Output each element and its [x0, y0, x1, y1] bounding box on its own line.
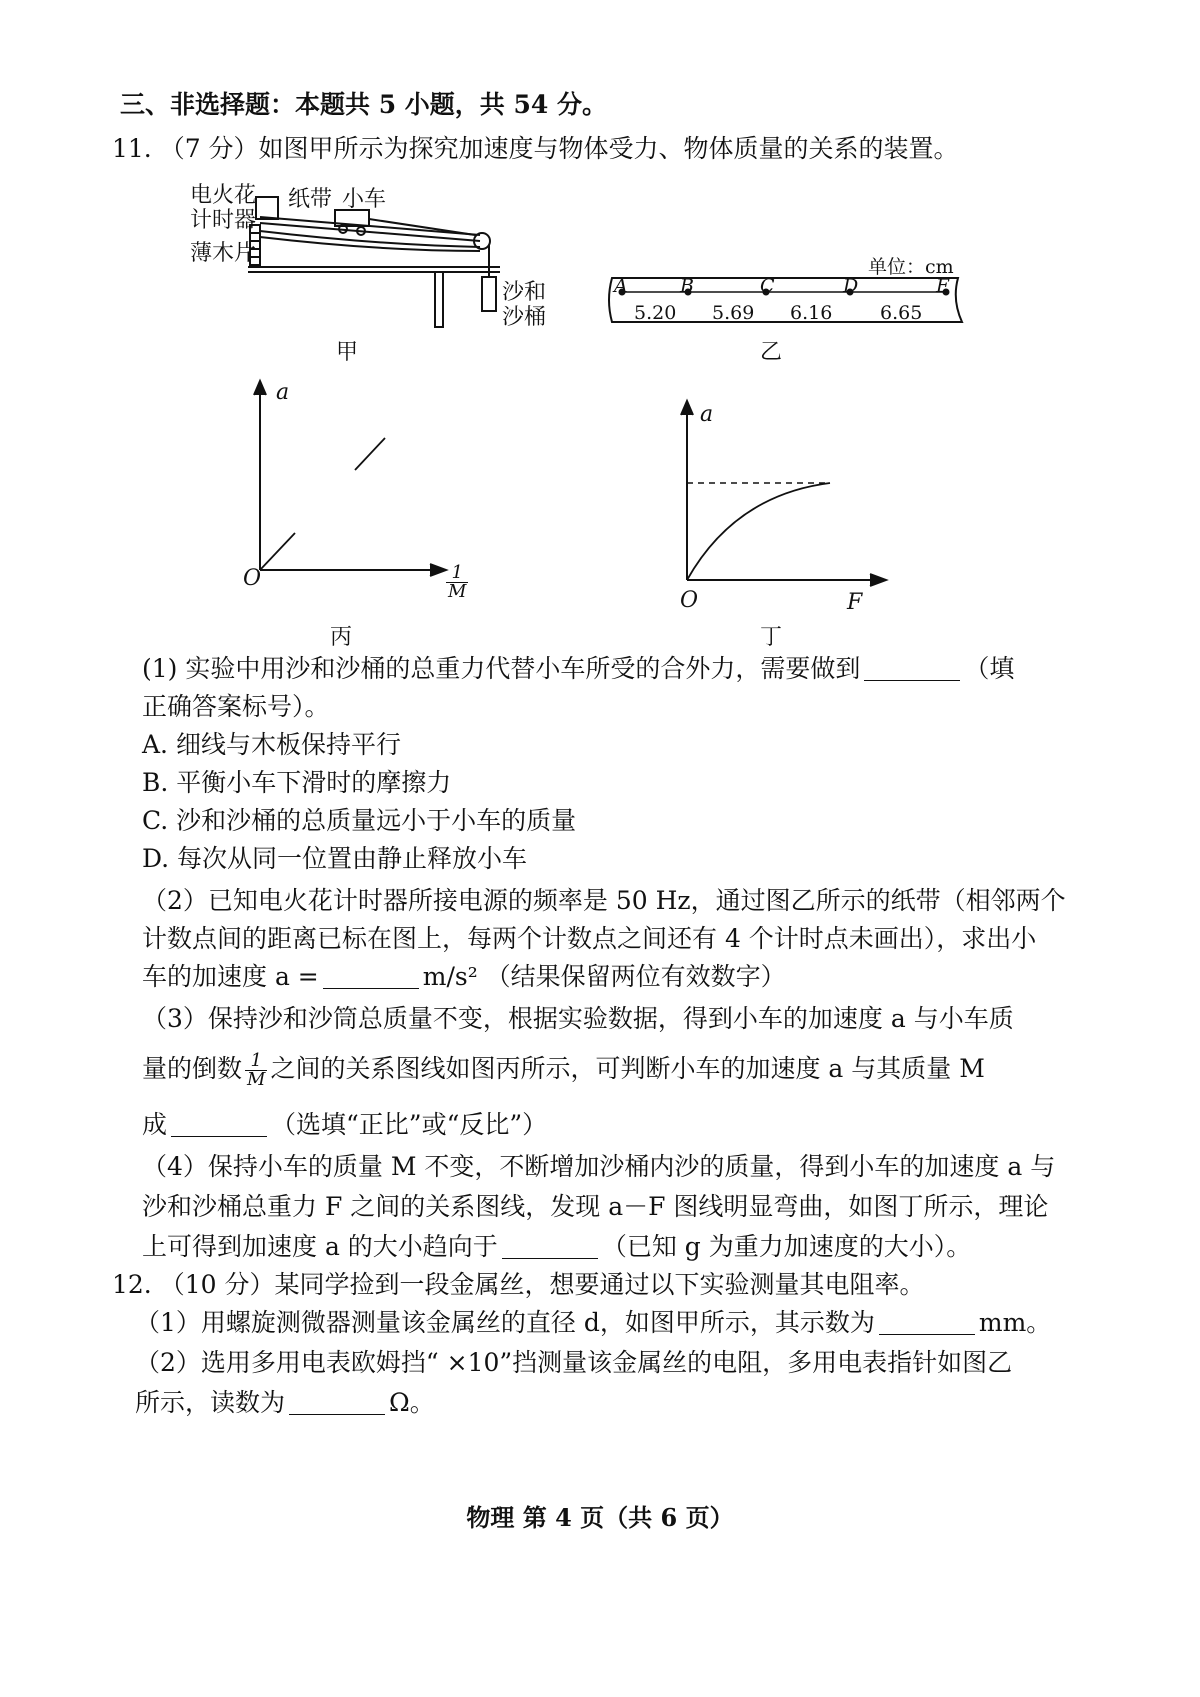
q11-p3-tail: （选填“正比”或“反比”） — [271, 1110, 548, 1139]
q11-p4-line3 — [142, 1230, 971, 1264]
q11-p2-blank — [323, 962, 419, 989]
q11-p4-blank — [502, 1232, 598, 1259]
q12-p1-text: （1）用螺旋测微器测量该金属丝的直径 d，如图甲所示，其示数为 — [135, 1308, 875, 1337]
q12-p2-tail: Ω。 — [389, 1388, 435, 1417]
distance-CD: 6.16 — [790, 302, 833, 324]
point-C: C — [760, 275, 775, 297]
q12-p2-line1: （2）选用多用电表欧姆挡“ ×10”挡测量该金属丝的电阻，多用电表指针如图乙 — [135, 1348, 1013, 1377]
q12-stem: 12. （10 分）某同学捡到一段金属丝，想要通过以下实验测量其电阻率。 — [112, 1270, 925, 1299]
q11-p4-text: 上可得到加速度 a 的大小趋向于 — [142, 1232, 498, 1261]
q11-p3-text-b: 之间的关系图线如图丙所示，可判断小车的加速度 a 与其质量 M — [270, 1054, 985, 1083]
label-timer-2: 计时器 — [190, 208, 257, 233]
q11-p3-line1: （3）保持沙和沙筒总质量不变，根据实验数据，得到小车的加速度 a 与小车质 — [142, 1004, 1014, 1033]
distance-BC: 5.69 — [712, 302, 755, 324]
q12-p2-blank — [289, 1388, 385, 1415]
caption-ding: 丁 — [760, 625, 783, 650]
bing-x-num: 1 — [446, 564, 468, 583]
ding-origin: O — [680, 588, 699, 613]
caption-yi: 乙 — [760, 340, 783, 365]
q11-p1-tail: （填 — [964, 654, 1015, 683]
q11-p3-fraction — [245, 1052, 267, 1089]
caption-jia: 甲 — [336, 340, 359, 365]
q11-p3-text-c: 成 — [142, 1110, 168, 1139]
q11-p2-text: 车的加速度 a = — [142, 962, 319, 991]
bing-y-label: a — [276, 380, 290, 405]
q11-p1-line1 — [142, 652, 1014, 686]
label-bucket-1: 沙和 — [502, 280, 547, 305]
label-cart: 小车 — [342, 187, 387, 212]
figure-bing-graph — [240, 375, 460, 585]
q11-p2-line1: （2）已知电火花计时器所接电源的频率是 50 Hz，通过图乙所示的纸带（相邻两个 — [142, 886, 1066, 915]
distance-DE: 6.65 — [880, 302, 923, 324]
q11-p4-tail: （已知 g 为重力加速度的大小）。 — [601, 1232, 972, 1261]
q11-option-d: D. 每次从同一位置由静止释放小车 — [142, 844, 528, 873]
point-D: D — [843, 275, 859, 297]
page-footer: 物理 第 4 页（共 6 页） — [466, 1503, 734, 1532]
q11-p3-line2 — [142, 1052, 985, 1089]
point-E: E — [936, 275, 950, 297]
q12-p1-tail: mm。 — [978, 1308, 1052, 1337]
q12-p2-line2 — [135, 1386, 435, 1420]
distance-AB: 5.20 — [634, 302, 677, 324]
bing-x-den: M — [448, 581, 467, 602]
q12-p2-text: 所示，读数为 — [135, 1388, 286, 1417]
bing-x-label — [446, 564, 468, 601]
q11-p2-line2: 计数点间的距离已标在图上，每两个计数点之间还有 4 个计时点未画出），求出小 — [142, 924, 1037, 953]
q11-stem: 11. （7 分）如图甲所示为探究加速度与物体受力、物体质量的关系的装置。 — [112, 134, 959, 163]
q12-p1-blank — [879, 1308, 975, 1335]
bing-origin: O — [243, 566, 262, 591]
q11-p3-frac-num: 1 — [245, 1052, 267, 1071]
q11-p2-tail: m/s² （结果保留两位有效数字） — [422, 962, 786, 991]
q11-option-a: A. 细线与木板保持平行 — [142, 730, 401, 759]
q11-p3-text-a: 量的倒数 — [142, 1054, 243, 1083]
q11-p3-blank — [171, 1110, 267, 1137]
label-bucket-2: 沙桶 — [502, 305, 547, 330]
q11-p3-frac-den: M — [247, 1069, 266, 1090]
q11-p4-line2: 沙和沙桶总重力 F 之间的关系图线，发现 a－F 图线明显弯曲，如图丁所示，理论 — [142, 1192, 1049, 1221]
label-wood: 薄木片 — [190, 241, 257, 266]
q11-p1-text: (1) 实验中用沙和沙桶的总重力代替小车所受的合外力，需要做到 — [142, 654, 861, 683]
point-A: A — [614, 275, 628, 297]
label-tape: 纸带 — [288, 187, 333, 212]
section-title: 三、非选择题：本题共 5 小题，共 54 分。 — [120, 90, 608, 119]
q11-option-c: C. 沙和沙桶的总质量远小于小车的质量 — [142, 806, 577, 835]
q11-option-b: B. 平衡小车下滑时的摩擦力 — [142, 768, 452, 797]
q11-p2-line3 — [142, 960, 786, 994]
ding-y-label: a — [700, 402, 714, 427]
tape-unit: 单位：cm — [868, 256, 954, 278]
q11-p4-line1: （4）保持小车的质量 M 不变，不断增加沙桶内沙的质量，得到小车的加速度 a 与 — [142, 1152, 1056, 1181]
point-B: B — [680, 275, 694, 297]
label-timer-1: 电火花 — [190, 183, 257, 208]
q12-p1 — [135, 1306, 1051, 1340]
q11-p1-blank — [864, 654, 960, 681]
q11-p3-line3 — [142, 1108, 547, 1142]
caption-bing: 丙 — [330, 625, 353, 650]
ding-x-label: F — [847, 590, 863, 615]
q11-p1-line2: 正确答案标号）。 — [142, 692, 330, 721]
